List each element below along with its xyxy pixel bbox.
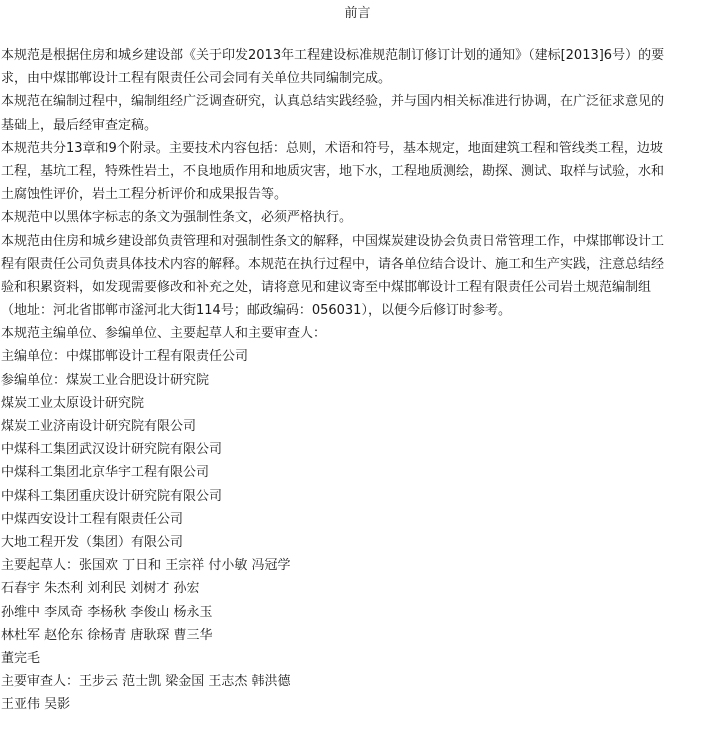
text-line: 求，由中煤邯郸设计工程有限责任公司会同有关单位共同编制完成。	[1, 71, 392, 87]
text-line: 主要审查人：王步云 范士凯 梁金国 王志杰 韩洪德	[1, 674, 291, 690]
text-line: 大地工程开发（集团）有限公司	[1, 534, 184, 550]
text-line: 工程，基坑工程，特殊性岩土，不良地质作用和地质灾害，地下水，工程地质测绘，勘探、测试、取样与试验，水和	[1, 163, 665, 179]
text-line: 基础上，最后经审查定稿。	[1, 117, 158, 133]
document-title: 前言	[344, 6, 371, 21]
text-line: 本规范是根据住房和城乡建设部《关于印发2013年工程建设标准规范制订修订计划的通知》（建标[2013]6号）的要	[1, 48, 665, 63]
text-line: 本规范共分13章和9个附录。主要技术内容包括：总则，术语和符号，基本规定，地面建筑工程和管线类工程，边坡	[1, 140, 663, 156]
text-line: 参编单位：煤炭工业合肥设计研究院	[1, 372, 210, 388]
text-line: （地址：河北省邯郸市滏河北大街114号；邮政编码：056031），以便今后修订时参考。	[1, 303, 511, 319]
text-line: 本规范由住房和城乡建设部负责管理和对强制性条文的解释，中国煤炭建设协会负责日常管理工作，中煤邯郸设计工	[1, 233, 665, 249]
text-line: 主要起草人：张国欢 丁日和 王宗祥 付小敏 冯冠学	[1, 558, 291, 574]
text-line: 主编单位：中煤邯郸设计工程有限责任公司	[1, 349, 249, 365]
text-line: 程有限责任公司负责具体技术内容的解释。本规范在执行过程中，请各单位结合设计、施工和生产实践，注意总结经	[1, 256, 665, 272]
text-line: 中煤科工集团北京华宇工程有限公司	[1, 465, 210, 481]
text-line: 本规范在编制过程中，编制组经广泛调查研究，认真总结实践经验，并与国内相关标准进行协调，在广泛征求意见的	[1, 94, 665, 110]
text-line: 验和积累资料，如发现需要修改和补充之处，请将意见和建议寄至中煤邯郸设计工程有限责任公司岩土规范编制组	[1, 279, 652, 295]
text-line: 土腐蚀性评价，岩土工程分析评价和成果报告等。	[1, 187, 288, 203]
text-line: 中煤西安设计工程有限责任公司	[1, 511, 184, 527]
text-line: 董完毛	[1, 650, 41, 666]
text-line: 林杜军 赵伦东 徐杨青 唐耿琛 曹三华	[1, 627, 213, 643]
text-line: 中煤科工集团重庆设计研究院有限公司	[1, 488, 223, 504]
text-line: 中煤科工集团武汉设计研究院有限公司	[1, 442, 223, 458]
text-line: 孙维中 李凤奇 李杨秋 李俊山 杨永玉	[1, 604, 213, 620]
document-body	[1, 44, 714, 716]
text-line: 煤炭工业太原设计研究院	[1, 395, 145, 411]
text-line: 石春宇 朱杰利 刘利民 刘树才 孙宏	[1, 581, 200, 597]
text-line: 煤炭工业济南设计研究院有限公司	[1, 419, 197, 434]
text-line: 本规范中以黑体字标志的条文为强制性条文，必须严格执行。	[1, 210, 353, 226]
text-line: 王亚伟 吴影	[1, 697, 71, 713]
text-line: 本规范主编单位、参编单位、主要起草人和主要审查人：	[1, 326, 327, 342]
